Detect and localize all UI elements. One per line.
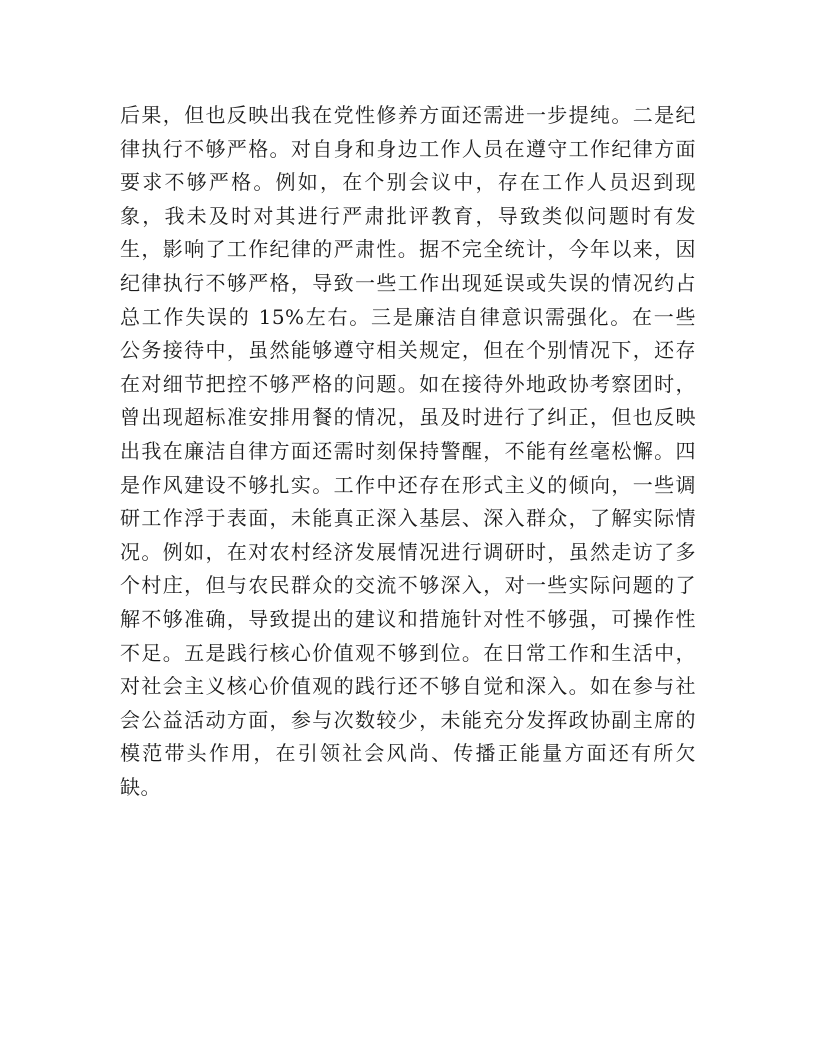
paragraph-line: 况。例如，在对农村经济发展情况进行调研时，虽然走访了多 <box>120 539 696 564</box>
paragraph-line: 在对细节把控不够严格的问题。如在接待外地政协考察团时， <box>120 371 696 396</box>
paragraph-line: 不足。五是践行核心价值观不够到位。在日常工作和生活中， <box>120 640 696 665</box>
paragraph-line: 总工作失误的 15%左右。三是廉洁自律意识需强化。在一些 <box>120 304 696 329</box>
paragraph-line: 是作风建设不够扎实。工作中还存在形式主义的倾向，一些调 <box>120 472 696 497</box>
paragraph-line: 模范带头作用，在引领社会风尚、传播正能量方面还有所欠 <box>120 741 696 766</box>
paragraph-line: 解不够准确，导致提出的建议和措施针对性不够强，可操作性 <box>120 606 696 631</box>
paragraph-line: 研工作浮于表面，未能真正深入基层、深入群众，了解实际情 <box>120 506 696 531</box>
body-paragraph <box>120 99 696 804</box>
paragraph-line: 后果，但也反映出我在党性修养方面还需进一步提纯。二是纪 <box>120 103 696 127</box>
paragraph-line: 曾出现超标准安排用餐的情况，虽及时进行了纠正，但也反映 <box>120 405 696 430</box>
paragraph-line: 缺。 <box>120 774 161 799</box>
paragraph-line: 律执行不够严格。对自身和身边工作人员在遵守工作纪律方面 <box>120 136 696 161</box>
paragraph-line: 要求不够严格。例如，在个别会议中，存在工作人员迟到现 <box>120 170 696 195</box>
paragraph-line: 个村庄，但与农民群众的交流不够深入，对一些实际问题的了 <box>120 573 696 598</box>
paragraph-line: 出我在廉洁自律方面还需时刻保持警醒，不能有丝毫松懈。四 <box>120 438 696 463</box>
paragraph-line: 生，影响了工作纪律的严肃性。据不完全统计，今年以来，因 <box>120 237 696 262</box>
paragraph-line: 会公益活动方面，参与次数较少，未能充分发挥政协副主席的 <box>120 707 696 732</box>
paragraph-line: 纪律执行不够严格，导致一些工作出现延误或失误的情况约占 <box>120 270 696 295</box>
paragraph-line: 象，我未及时对其进行严肃批评教育，导致类似问题时有发 <box>120 203 696 228</box>
paragraph-line: 对社会主义核心价值观的践行还不够自觉和深入。如在参与社 <box>120 674 696 699</box>
paragraph-line: 公务接待中，虽然能够遵守相关规定，但在个别情况下，还存 <box>120 338 696 363</box>
